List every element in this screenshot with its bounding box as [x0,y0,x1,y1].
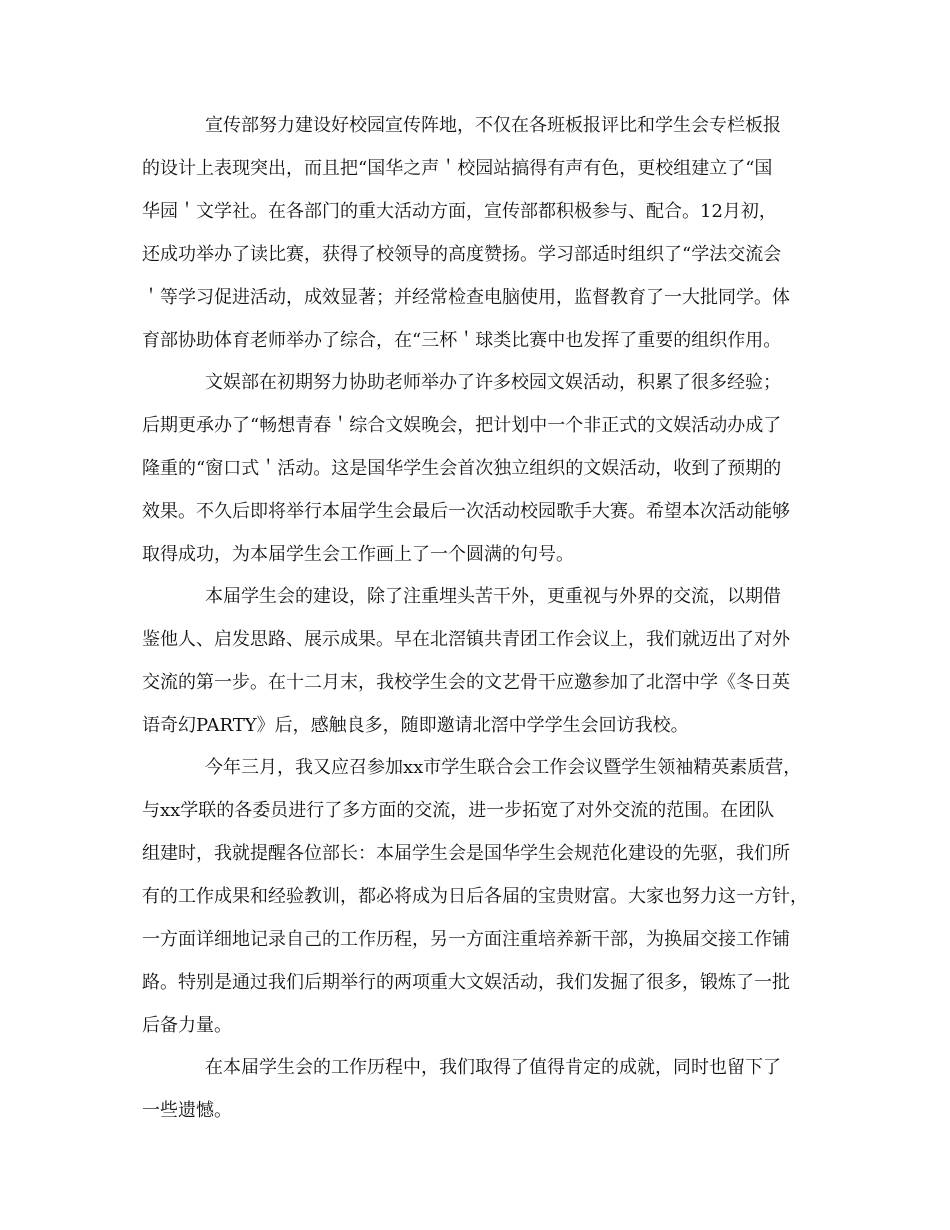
paragraph-1-line-4: 还成功举办了读比赛，获得了校领导的高度赞扬。学习部适时组织了“学法交流会 [142,244,782,265]
paragraph-4-line-3: 组建时，我就提醒各位部长：本届学生会是国华学生会规范化建设的先驱，我们所 [142,843,790,864]
paragraph-2-line-5: 取得成功，为本届学生会工作画上了一个圆满的句号。 [142,544,574,565]
paragraph-3-line-1: 本届学生会的建设，除了注重埋头苦干外，更重视与外界的交流，以期借 [205,586,781,607]
paragraph-2-line-2: 后期更承办了“畅想青春＇综合文娱晚会，把计划中一个非正式的文娱活动办成了 [142,415,782,436]
paragraph-4-line-1: 今年三月，我又应召参加xx市学生联合会工作会议暨学生领袖精英素质营， [205,757,802,778]
paragraph-1-line-1: 宣传部努力建设好校园宣传阵地，不仅在各班板报评比和学生会专栏板报 [205,115,781,136]
paragraph-2-line-3: 隆重的“窗口式＇活动。这是国华学生会首次独立组织的文娱活动，收到了预期的 [142,458,782,479]
paragraph-4-line-7: 后备力量。 [142,1015,232,1036]
paragraph-3-line-4: 语奇幻PARTY》后，感触良多，随即邀请北滘中学学生会回访我校。 [142,715,689,736]
paragraph-4-line-4: 有的工作成果和经验教训，都必将成为日后各届的宝贵财富。大家也努力这一方针， [142,886,808,907]
paragraph-2-line-4: 效果。不久后即将举行本届学生会最后一次活动校园歌手大赛。希望本次活动能够 [142,501,790,522]
paragraph-2-line-1: 文娱部在初期努力协助老师举办了许多校园文娱活动，积累了很多经验； [205,372,781,393]
paragraph-4-line-6: 路。特别是通过我们后期举行的两项重大文娱活动，我们发掘了很多，锻炼了一批 [142,972,790,993]
paragraph-1-line-3: 华园＇文学社。在各部门的重大活动方面，宣传部都积极参与、配合。12月初， [142,201,777,222]
paragraph-1-line-5: ＇等学习促进活动，成效显著；并经常检查电脑使用，监督教育了一大批同学。体 [142,287,790,308]
paragraph-1-line-6: 育部协助体育老师举办了综合，在“三杯＇球类比赛中也发挥了重要的组织作用。 [142,330,782,351]
paragraph-3-line-3: 交流的第一步。在十二月末，我校学生会的文艺骨干应邀参加了北滘中学《冬日英 [142,672,790,693]
paragraph-5-line-1: 在本届学生会的工作历程中，我们取得了值得肯定的成就，同时也留下了 [205,1057,781,1078]
paragraph-3-line-2: 鉴他人、启发思路、展示成果。早在北滘镇共青团工作会议上，我们就迈出了对外 [142,629,790,650]
paragraph-5-line-2: 一些遗憾。 [142,1100,232,1121]
paragraph-4-line-5: 一方面详细地记录自己的工作历程，另一方面注重培养新干部，为换届交接工作铺 [142,929,790,950]
paragraph-4-line-2: 与xx学联的各委员进行了多方面的交流，进一步拓宽了对外交流的范围。在团队 [142,800,775,821]
paragraph-1-line-2: 的设计上表现突出，而且把“国华之声＇校园站搞得有声有色，更校组建立了“国 [142,158,773,179]
